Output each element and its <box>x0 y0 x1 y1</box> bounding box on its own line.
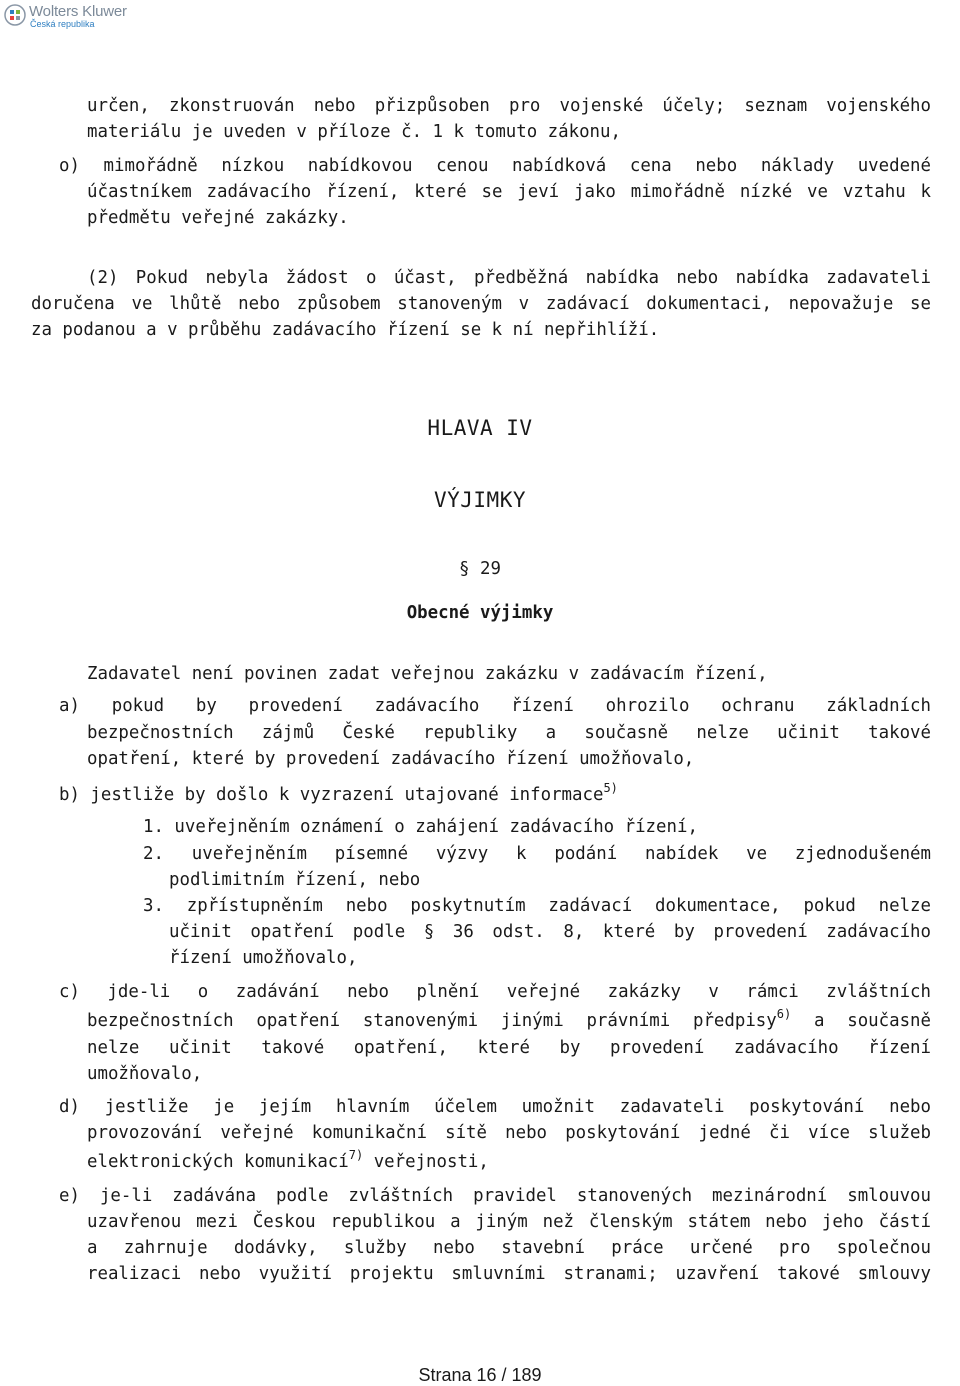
text-line: provozování veřejné komunikační sítě nebo poskytování jedné či více služeb <box>87 1123 931 1143</box>
text-line: umožňovalo, <box>87 1064 203 1084</box>
chapter-heading: HLAVA IV <box>427 416 533 440</box>
brand-name: Wolters Kluwer <box>29 3 127 20</box>
text-line: podlimitním řízení, nebo <box>169 870 421 890</box>
sublist-item-1: 1. uveřejněním oznámení o zahájení zadávacího řízení, <box>143 817 698 837</box>
section-intro: Zadavatel není povinen zadat veřejnou zakázku v zadávacím řízení, <box>87 664 768 684</box>
text-line: za podanou a v průběhu zadávacího řízení se k ní nepřihlíží. <box>31 320 660 340</box>
text-span: elektronických komunikací <box>87 1152 349 1172</box>
text-line: nelze učinit takové opatření, které by provedení zadávacího řízení <box>87 1038 931 1058</box>
text-line: předmětu veřejné zakázky. <box>87 208 349 228</box>
brand-logo <box>4 4 127 34</box>
text-line: opatření, které by provedení zadávacího řízení umožňovalo, <box>87 749 695 769</box>
text-line <box>87 1148 489 1172</box>
list-item-a: a) pokud by provedení zadávacího řízení ohrozilo ochranu základních <box>59 696 931 716</box>
footnote-ref: 5) <box>603 781 618 795</box>
text-line: doručena ve lhůtě nebo způsobem stanoveným v zadávací dokumentaci, nepovažuje se <box>31 294 931 314</box>
sublist-item-2: 2. uveřejněním písemné výzvy k podání nabídek ve zjednodušeném <box>143 844 931 864</box>
text-line: a zahrnuje dodávky, služby nebo stavební práce určené pro společnou <box>87 1238 931 1258</box>
text-line: určen, zkonstruován nebo přizpůsoben pro vojenské účely; seznam vojenského <box>87 96 931 116</box>
section-title: Obecné výjimky <box>406 603 554 623</box>
text-line: učinit opatření podle § 36 odst. 8, které by provedení zadávacího <box>169 922 931 942</box>
text-span: bezpečnostních opatření stanovenými jinými právními předpisy <box>87 1011 777 1031</box>
list-item-b <box>59 781 618 805</box>
text-line: uzavřenou mezi Českou republikou a jiným než členským státem nebo jeho částí <box>87 1212 931 1232</box>
footnote-ref: 7) <box>348 1148 364 1162</box>
wolters-kluwer-logo-icon <box>4 4 26 26</box>
text-line: realizaci nebo využití projektu smluvními stranami; uzavření takové smlouvy <box>87 1264 931 1284</box>
section-number: § 29 <box>459 559 501 579</box>
text-span: veřejnosti, <box>373 1152 489 1172</box>
list-item-o: o) mimořádně nízkou nabídkovou cenou nabídková cena nebo náklady uvedené <box>59 156 931 176</box>
page-number: Strana 16 / 189 <box>418 1365 542 1385</box>
list-item-c: c) jde-li o zadávání nebo plnění veřejné zakázky v rámci zvláštních <box>59 982 931 1002</box>
brand-subtitle: Česká republika <box>30 19 95 29</box>
text-line: účastníkem zadávacího řízení, které se jeví jako mimořádně nízké ve vztahu k <box>87 182 931 202</box>
text-line <box>87 1007 931 1031</box>
list-item-e: e) je-li zadávána podle zvláštních pravidel stanovených mezinárodní smlouvou <box>59 1186 931 1206</box>
paragraph-2: (2) Pokud nebyla žádost o účast, předběžná nabídka nebo nabídka zadavateli <box>87 268 931 288</box>
text-line: materiálu je uveden v příloze č. 1 k tomuto zákonu, <box>87 122 621 142</box>
text-span: b) jestliže by došlo k vyzrazení utajované informace <box>59 785 604 805</box>
sublist-item-3: 3. zpřístupněním nebo poskytnutím zadávací dokumentace, pokud nelze <box>143 896 931 916</box>
text-line: bezpečnostních zájmů České republiky a současně nelze učinit takové <box>87 723 931 743</box>
text-span: a současně <box>813 1011 931 1031</box>
list-item-d: d) jestliže je jejím hlavním účelem umožnit zadavateli poskytování nebo <box>59 1097 931 1117</box>
footnote-ref: 6) <box>776 1007 792 1021</box>
chapter-title: VÝJIMKY <box>433 488 526 512</box>
text-line: řízení umožňovalo, <box>169 948 358 968</box>
